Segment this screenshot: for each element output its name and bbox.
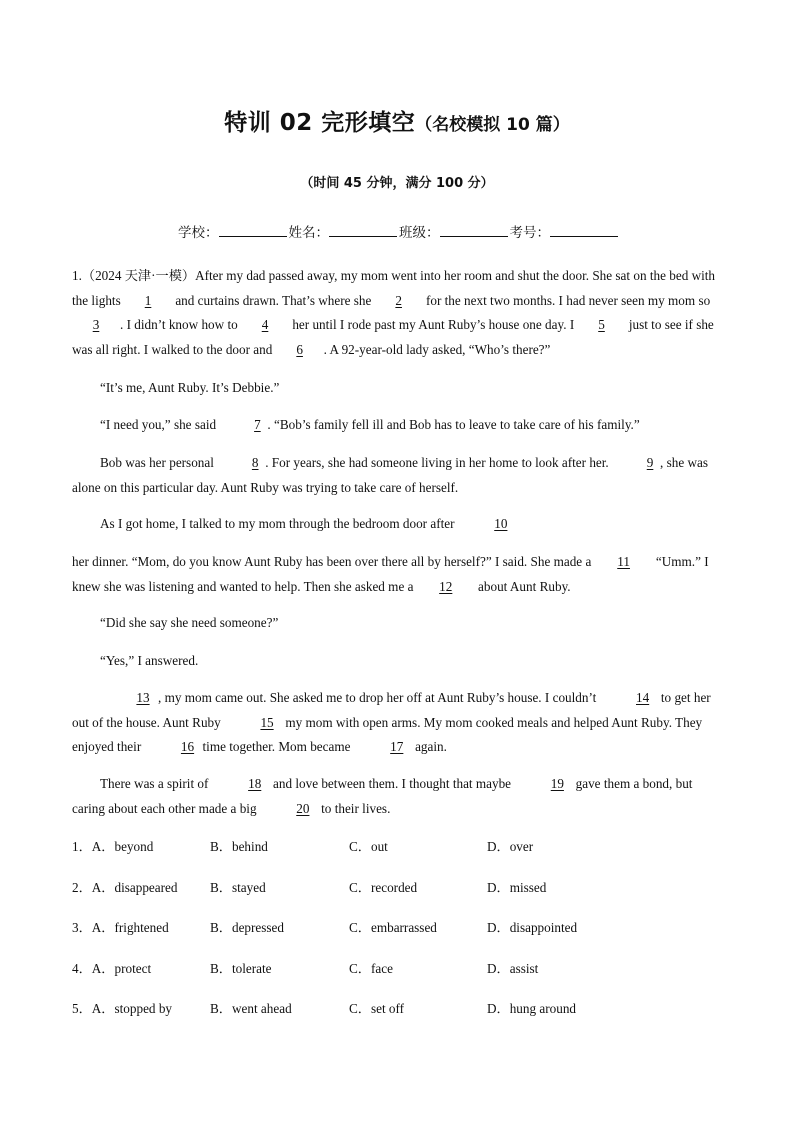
text-run: to get her out of the house. Aunt Ruby <box>72 690 711 730</box>
text-run: 1.（2024 天津·一模）After my dad passed away, my mom went into her room and shut the door. She sat on the bed with the lights <box>72 268 716 308</box>
option-1b[interactable]: B．behind <box>210 839 268 854</box>
school-label: 学校： <box>178 225 219 241</box>
text-run: “Umm.” I knew she was listening and wanted to help. Then she asked me a <box>72 554 709 594</box>
passage-paragraph-2 <box>72 376 722 401</box>
text-run: again. <box>411 739 447 754</box>
text-run: . For years, she had someone living in her home to look after her. <box>265 455 613 470</box>
time-note: （时间 45 分钟，满分 100 分） <box>300 176 494 191</box>
passage-paragraph-9 <box>72 686 722 760</box>
text-run: . “Bob’s family fell ill and Bob has to leave to take care of his family.” <box>267 417 640 432</box>
text-run: and curtains drawn. That’s where she <box>172 292 375 308</box>
text-run: and love between them. I thought that maybe <box>269 776 515 791</box>
option-5c[interactable]: C．set off <box>349 1001 405 1016</box>
option-4d[interactable]: D．assist <box>487 960 539 976</box>
option-1d[interactable]: D．over <box>487 839 534 854</box>
blank-9: 9 <box>646 455 654 470</box>
option-1c[interactable]: C．out <box>349 839 388 854</box>
text-run: gave them a bond, but caring about each other made a big <box>72 776 693 816</box>
dialogue-line: “Did she say she need someone?” <box>100 615 279 630</box>
title-main: 特训 02 完形填空 <box>224 110 416 136</box>
question-3-options <box>72 917 722 958</box>
question-2-options <box>72 877 722 918</box>
student-info <box>178 221 620 241</box>
passage-paragraph-1 <box>72 264 722 362</box>
passage-paragraph-8 <box>72 649 722 674</box>
option-5a[interactable]: 5．A．stopped by <box>72 1001 173 1016</box>
option-3c[interactable]: C．embarrassed <box>349 920 437 935</box>
text-run: time together. Mom became <box>202 739 354 754</box>
blank-7: 7 <box>254 417 261 432</box>
option-3a[interactable]: 3．A．frightened <box>72 920 169 935</box>
option-2c[interactable]: C．recorded <box>349 879 418 895</box>
blank-4: 4 <box>261 317 269 332</box>
blank-19: 19 <box>550 776 564 791</box>
number-blank[interactable] <box>550 222 618 237</box>
blank-11: 11 <box>617 554 630 569</box>
passage-paragraph-3 <box>72 413 722 438</box>
text-run: Bob was her personal <box>100 455 218 470</box>
blank-3: 3 <box>92 317 100 332</box>
text-run: just to see if she was all right. I walked to the door and <box>72 317 714 357</box>
name-label: 姓名： <box>288 225 329 241</box>
question-1-options <box>72 836 722 877</box>
passage-paragraph-6 <box>72 550 722 599</box>
blank-20: 20 <box>296 800 310 816</box>
text-run: . I didn’t know how to <box>120 317 242 332</box>
answer-options <box>72 836 722 1039</box>
class-blank[interactable] <box>440 222 508 237</box>
text-run: As I got home, I talked to my mom through the bedroom door after <box>100 516 458 531</box>
blank-1: 1 <box>144 292 152 308</box>
passage-paragraph-10 <box>72 772 722 821</box>
option-2b[interactable]: B．stayed <box>210 879 266 895</box>
school-blank[interactable] <box>219 222 287 237</box>
title-sub: （名校模拟 10 篇） <box>415 115 570 135</box>
blank-12: 12 <box>439 578 453 594</box>
text-run: , she was alone on this particular day. Aunt Ruby was trying to take care of herself. <box>72 455 709 495</box>
option-4c[interactable]: C．face <box>349 960 393 976</box>
text-run: to their lives. <box>317 800 391 816</box>
blank-2: 2 <box>395 292 402 308</box>
blank-13: 13 <box>136 690 150 705</box>
option-2d[interactable]: D．missed <box>487 879 547 895</box>
question-5-options <box>72 998 722 1039</box>
blank-17: 17 <box>390 739 404 754</box>
text-run: about Aunt Ruby. <box>474 578 571 594</box>
blank-16: 16 <box>180 739 195 754</box>
blank-14: 14 <box>636 690 650 705</box>
blank-8: 8 <box>251 455 259 470</box>
blank-10: 10 <box>494 516 508 531</box>
dialogue-line: “Yes,” I answered. <box>100 653 199 668</box>
text-run: for the next two months. I had never seen my mom so <box>422 292 711 308</box>
option-4a[interactable]: 4．A．protect <box>72 960 152 976</box>
passage-paragraph-4 <box>72 451 722 500</box>
text-run: , my mom came out. She asked me to drop her off at Aunt Ruby’s house. I couldn’t <box>158 690 600 705</box>
blank-5: 5 <box>598 317 605 332</box>
page-title <box>0 104 794 137</box>
blank-18: 18 <box>248 776 262 791</box>
option-3d[interactable]: D．disappointed <box>487 920 578 935</box>
option-5d[interactable]: D．hung around <box>487 1001 577 1016</box>
text-run: my mom with open arms. My mom cooked meals and helped Aunt Ruby. They enjoyed their <box>72 714 703 754</box>
option-5b[interactable]: B．went ahead <box>210 1001 292 1016</box>
dialogue-line: “It’s me, Aunt Ruby. It’s Debbie.” <box>100 380 280 395</box>
text-run: her until I rode past my Aunt Ruby’s house one day. I <box>289 317 578 332</box>
passage-paragraph-5 <box>72 512 722 537</box>
text-run: . A 92-year-old lady asked, “Who’s there?” <box>323 341 551 357</box>
question-4-options <box>72 958 722 999</box>
class-label: 班级： <box>399 225 440 241</box>
text-run: “I need you,” she said <box>100 417 220 432</box>
name-blank[interactable] <box>329 222 397 237</box>
option-3b[interactable]: B．depressed <box>210 920 284 935</box>
blank-15: 15 <box>260 714 274 730</box>
text-run: her dinner. “Mom, do you know Aunt Ruby has been over there all by herself?” I said. She made a <box>72 554 595 569</box>
option-4b[interactable]: B．tolerate <box>210 960 272 976</box>
number-label: 考号： <box>509 225 550 241</box>
passage-paragraph-7 <box>72 611 722 636</box>
option-2a[interactable]: 2．A．disappeared <box>72 879 178 895</box>
option-1a[interactable]: 1．A．beyond <box>72 839 154 854</box>
blank-6: 6 <box>296 341 303 357</box>
text-run: There was a spirit of <box>100 776 212 791</box>
